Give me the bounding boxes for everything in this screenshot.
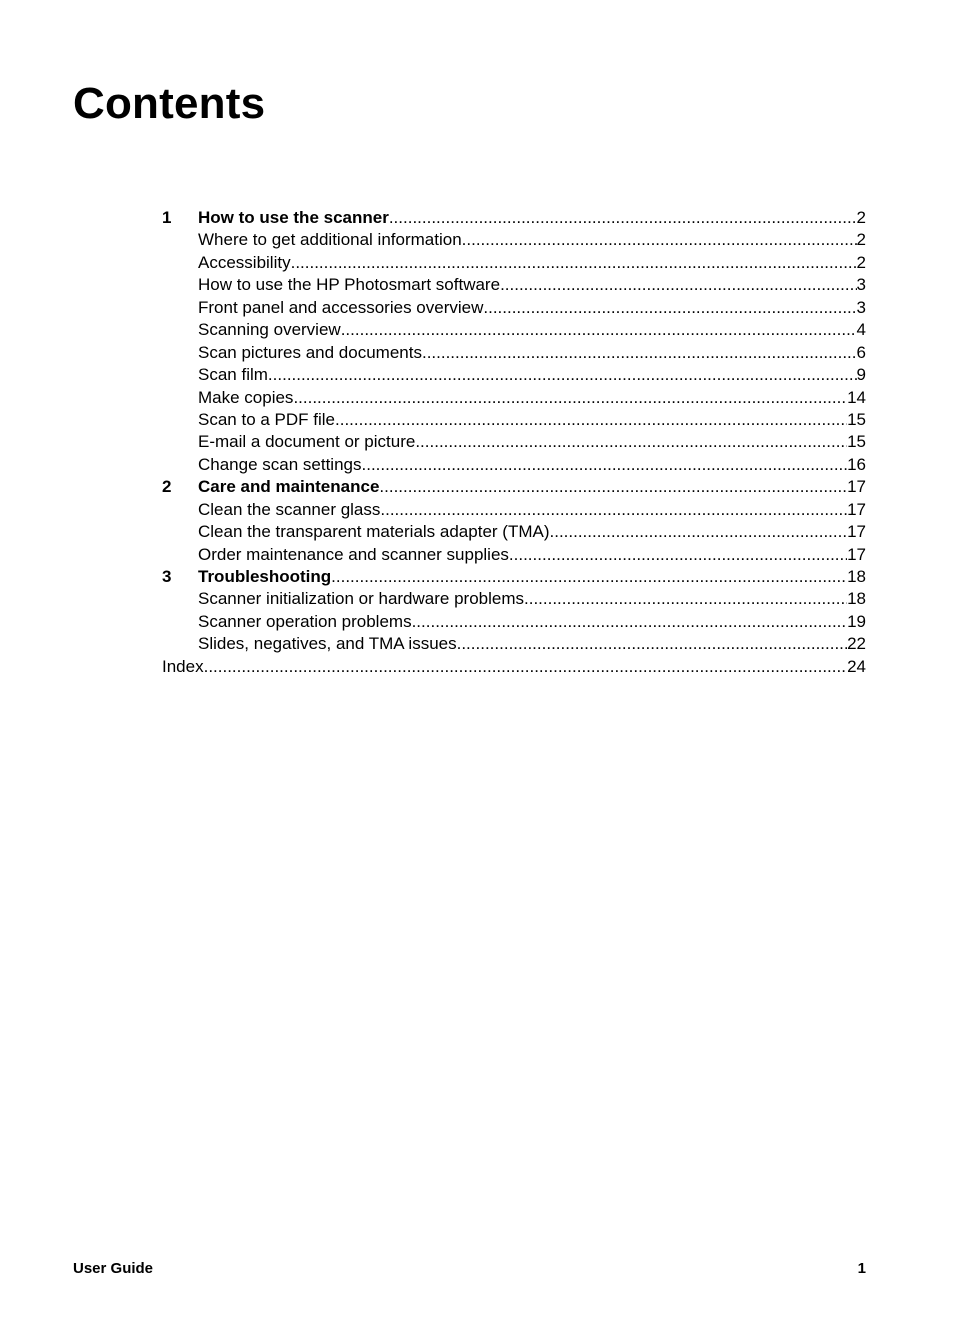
toc-section-entry[interactable]	[162, 274, 866, 296]
toc-dot-leader	[341, 319, 857, 341]
toc-page-number[interactable]: 22	[847, 634, 866, 654]
toc-entry-label[interactable]: Clean the scanner glass	[198, 499, 381, 519]
toc-dot-leader	[462, 229, 857, 251]
toc-entry-label[interactable]: How to use the HP Photosmart software	[198, 275, 501, 295]
toc-dot-leader	[415, 431, 847, 453]
toc-page-number[interactable]: 6	[856, 342, 866, 362]
toc-section-entry[interactable]	[162, 409, 866, 431]
page-title: Contents	[73, 79, 266, 128]
toc-entry-label[interactable]: Scanner initialization or hardware problems	[198, 589, 524, 609]
toc-page-number[interactable]: 16	[847, 454, 866, 474]
toc-section-entry[interactable]	[162, 544, 866, 566]
toc-chapter-entry[interactable]	[162, 566, 866, 588]
toc-section-entry[interactable]	[162, 633, 866, 655]
toc-page-number[interactable]: 17	[847, 522, 866, 542]
toc-chapter-number: 1	[162, 208, 172, 227]
toc-section-entry[interactable]	[162, 342, 866, 364]
toc-index-entry[interactable]	[162, 656, 866, 678]
toc-page-number[interactable]: 2	[856, 230, 866, 250]
toc-page-number[interactable]: 9	[856, 365, 866, 385]
toc-entry-label[interactable]: Front panel and accessories overview	[198, 297, 484, 317]
page-footer	[73, 1259, 866, 1279]
toc-page-number[interactable]: 19	[847, 611, 866, 631]
toc-chapter-entry[interactable]	[162, 476, 866, 498]
table-of-contents	[162, 207, 866, 678]
toc-section-entry[interactable]	[162, 364, 866, 386]
toc-entry-label[interactable]: Scanner operation problems	[198, 611, 412, 631]
toc-section-entry[interactable]	[162, 252, 866, 274]
toc-page-number[interactable]: 2	[856, 252, 866, 272]
toc-dot-leader	[422, 342, 857, 364]
toc-page-number[interactable]: 18	[847, 589, 866, 609]
toc-section-entry[interactable]	[162, 588, 866, 610]
toc-dot-leader	[204, 656, 847, 678]
footer-page-number: 1	[857, 1260, 866, 1277]
toc-page-number[interactable]: 15	[847, 409, 866, 429]
toc-chapter-number: 3	[162, 567, 172, 586]
toc-entry-label[interactable]: Scan to a PDF file	[198, 409, 336, 429]
toc-section-entry[interactable]	[162, 431, 866, 453]
toc-entry-label[interactable]: Scan film	[198, 365, 268, 385]
toc-dot-leader	[412, 611, 848, 633]
toc-page-number[interactable]: 4	[856, 320, 866, 340]
toc-page-number[interactable]: 14	[847, 387, 866, 407]
toc-page-number[interactable]: 15	[847, 432, 866, 452]
toc-dot-leader	[291, 252, 857, 274]
toc-entry-label[interactable]: Change scan settings	[198, 454, 362, 474]
toc-entry-label[interactable]: Scan pictures and documents	[198, 342, 422, 362]
toc-entry-label[interactable]: Accessibility	[198, 252, 291, 272]
toc-dot-leader	[335, 409, 847, 431]
toc-dot-leader	[389, 207, 857, 229]
toc-dot-leader	[483, 297, 856, 319]
toc-dot-leader	[268, 364, 857, 386]
toc-section-entry[interactable]	[162, 611, 866, 633]
toc-entry-label[interactable]: Make copies	[198, 387, 294, 407]
toc-entry-label[interactable]: E-mail a document or picture	[198, 432, 416, 452]
toc-entry-label[interactable]: Care and maintenance	[198, 477, 380, 497]
toc-entry-label[interactable]: Where to get additional information	[198, 230, 462, 250]
toc-entry-label[interactable]: Troubleshooting	[198, 567, 332, 586]
toc-dot-leader	[380, 499, 847, 521]
toc-section-entry[interactable]	[162, 454, 866, 476]
toc-page-number[interactable]: 3	[856, 275, 866, 295]
toc-chapter-number: 2	[162, 477, 172, 497]
footer-document-name: User Guide	[73, 1260, 154, 1277]
toc-dot-leader	[293, 387, 847, 409]
toc-section-entry[interactable]	[162, 387, 866, 409]
toc-section-entry[interactable]	[162, 319, 866, 341]
toc-dot-leader	[500, 274, 856, 296]
toc-section-entry[interactable]	[162, 521, 866, 543]
toc-entry-label[interactable]: Index	[162, 656, 204, 676]
toc-section-entry[interactable]	[162, 297, 866, 319]
toc-page-number[interactable]: 18	[847, 567, 866, 586]
toc-section-entry[interactable]	[162, 229, 866, 251]
toc-dot-leader	[457, 633, 847, 655]
toc-dot-leader	[331, 566, 847, 588]
toc-entry-label[interactable]: Slides, negatives, and TMA issues	[198, 634, 457, 654]
toc-page-number[interactable]: 3	[856, 297, 866, 317]
toc-entry-label[interactable]: Clean the transparent materials adapter (TMA)	[198, 522, 550, 542]
toc-page-number[interactable]: 17	[847, 544, 866, 564]
toc-section-entry[interactable]	[162, 499, 866, 521]
toc-dot-leader	[362, 454, 848, 476]
toc-page-number[interactable]: 24	[847, 656, 866, 676]
toc-dot-leader	[550, 521, 848, 543]
toc-dot-leader	[524, 588, 847, 610]
toc-dot-leader	[379, 476, 847, 498]
toc-entry-label[interactable]: How to use the scanner	[198, 208, 389, 227]
toc-chapter-entry[interactable]	[162, 207, 866, 229]
toc-page-number[interactable]: 2	[856, 208, 866, 227]
toc-page-number[interactable]: 17	[847, 477, 866, 497]
toc-entry-label[interactable]: Scanning overview	[198, 320, 341, 340]
toc-entry-label[interactable]: Order maintenance and scanner supplies	[198, 544, 509, 564]
toc-dot-leader	[509, 544, 847, 566]
toc-page-number[interactable]: 17	[847, 499, 866, 519]
